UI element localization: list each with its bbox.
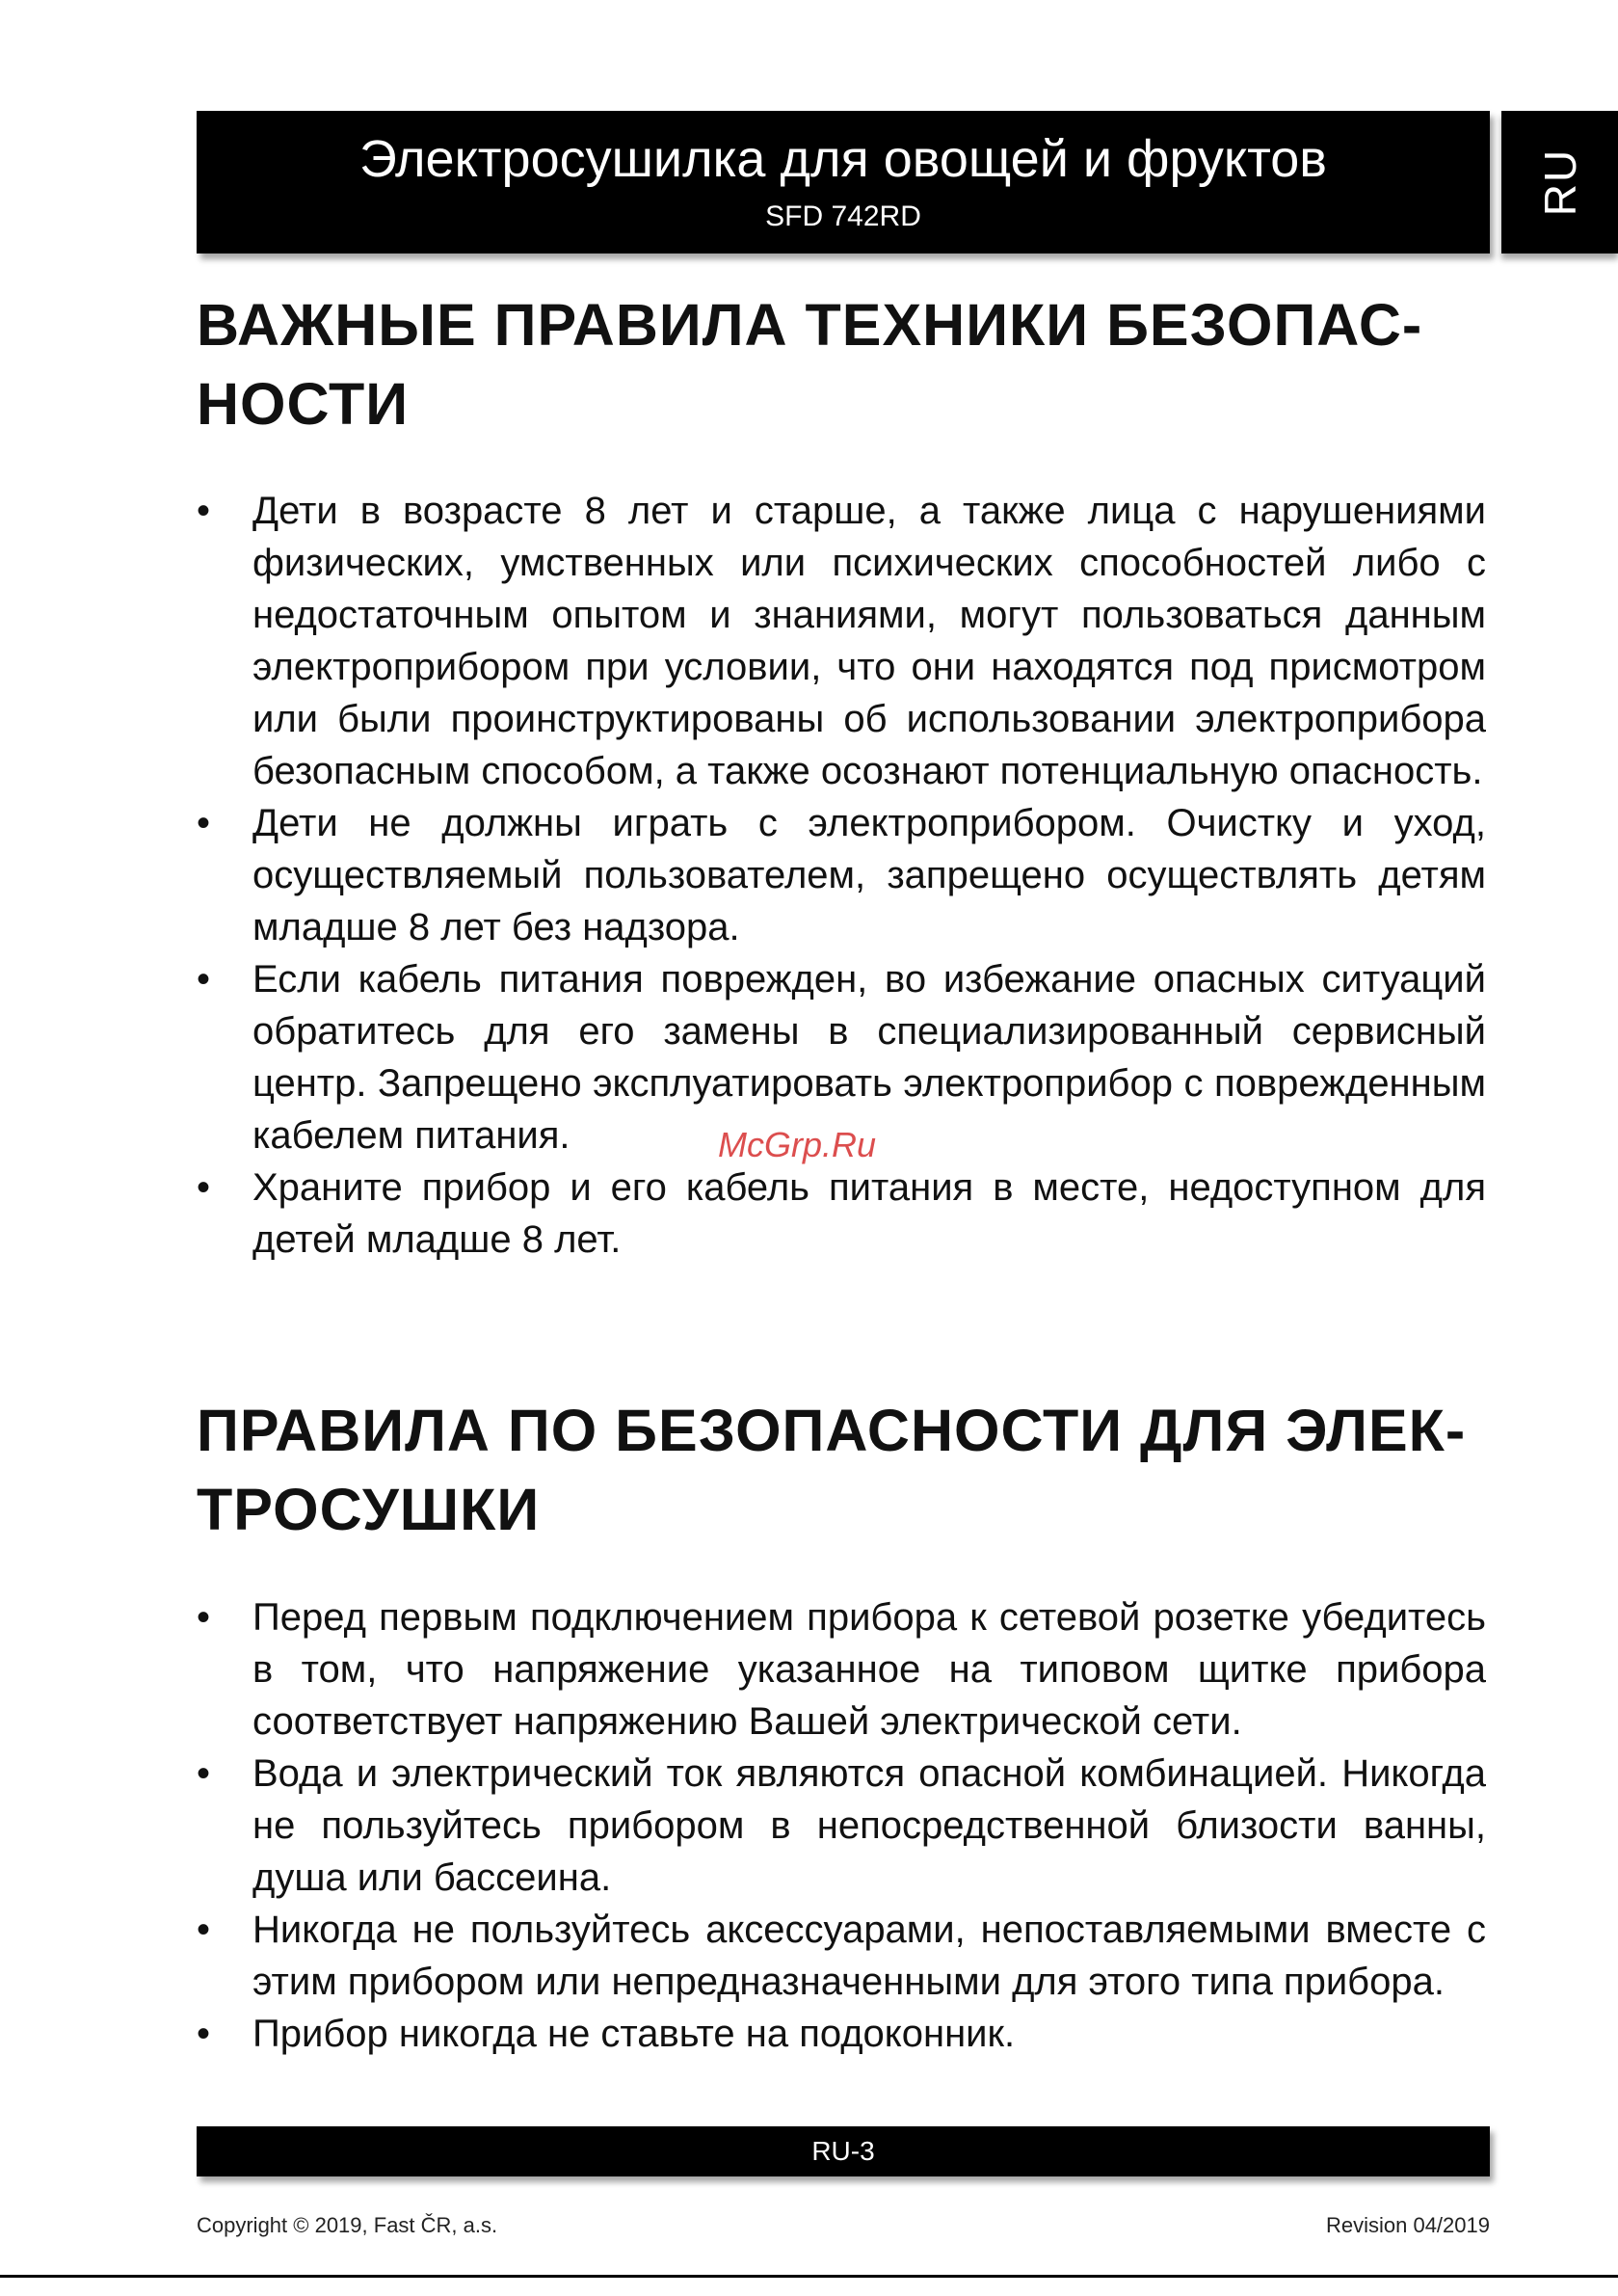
model-number: SFD 742RD [765,200,921,232]
document-title: Электросушилка для овощей и фруктов [359,130,1327,188]
list-item-text: Перед первым подключением прибора к сетевой розетке убедитесь в том, что напряжение указанное на типовом щитке прибора соответствует напряжению Вашей электрической сети. [252,1596,1486,1743]
list-item-text: Храните прибор и его кабель питания в месте, недоступном для детей младше 8 лет. [252,1166,1486,1261]
bullet-icon: • [197,490,211,532]
page-number: RU-3 [811,2136,875,2166]
bullet-icon: • [197,2013,211,2055]
language-tab [1501,111,1618,254]
section-title-important-rules: ВАЖНЫЕ ПРАВИЛА ТЕХНИКИ БЕЗОПАС-НОСТИ [197,292,1423,437]
bullet-icon: • [197,1596,211,1639]
list-item [197,485,1486,797]
dryer-rules-list [197,1591,1486,2060]
copyright-text: Copyright © 2019, Fast ČR, a.s. [197,2213,498,2237]
list-item-text: Прибор никогда не ставьте на подоконник. [252,2013,1016,2055]
list-item-text: Вода и электрический ток являются опасной комбинацией. Никогда не пользуйтесь прибором в непосредственной близости ванны, душа или бассеина. [252,1752,1486,1899]
list-item [197,1904,1486,2008]
list-item [197,1591,1486,1748]
list-item [197,1161,1486,1266]
bullet-icon: • [197,958,211,1001]
watermark: McGrp.Ru [718,1125,877,1164]
list-item-text: Дети не должны играть с электроприбором. Очистку и уход, осуществляемый пользователем, запрещено осуществлять детям младше 8 лет без надзора. [252,802,1486,948]
section-title-dryer-rules: ПРАВИЛА ПО БЕЗОПАСНОСТИ ДЛЯ ЭЛЕК-ТРОСУШКИ [197,1398,1467,1542]
bullet-icon: • [197,802,211,844]
footer-band [197,2126,1490,2176]
header-band [197,111,1490,254]
list-item-text: Если кабель питания поврежден, во избежание опасных ситуаций обратитесь для его замены в специализированный сервисный центр. Запрещено эксплуатировать электроприбор с поврежденным кабелем питания. [252,958,1486,1157]
bullet-icon: • [197,1166,211,1209]
list-item [197,2008,1486,2060]
list-item-text: Никогда не пользуйтесь аксессуарами, непоставляемыми вместе с этим прибором или непредназначенными для этого типа прибора. [252,1909,1486,2003]
bullet-icon: • [197,1909,211,1951]
bottom-divider [0,2275,1618,2278]
list-item [197,1748,1486,1904]
list-item [197,797,1486,953]
revision-text: Revision 04/2019 [1325,2213,1490,2237]
bullet-icon: • [197,1752,211,1795]
list-item-text: Дети в возрасте 8 лет и старше, а также лица с нарушениями физических, умственных или психических способностей либо с недостаточным опытом и знаниями, могут пользоваться данным электроприбором при условии, что они находятся под присмотром или были проинструктированы об использовании электроприбора безопасным способом, а также осознают потенциальную опасность. [252,490,1486,792]
language-label: RU [1534,147,1585,217]
